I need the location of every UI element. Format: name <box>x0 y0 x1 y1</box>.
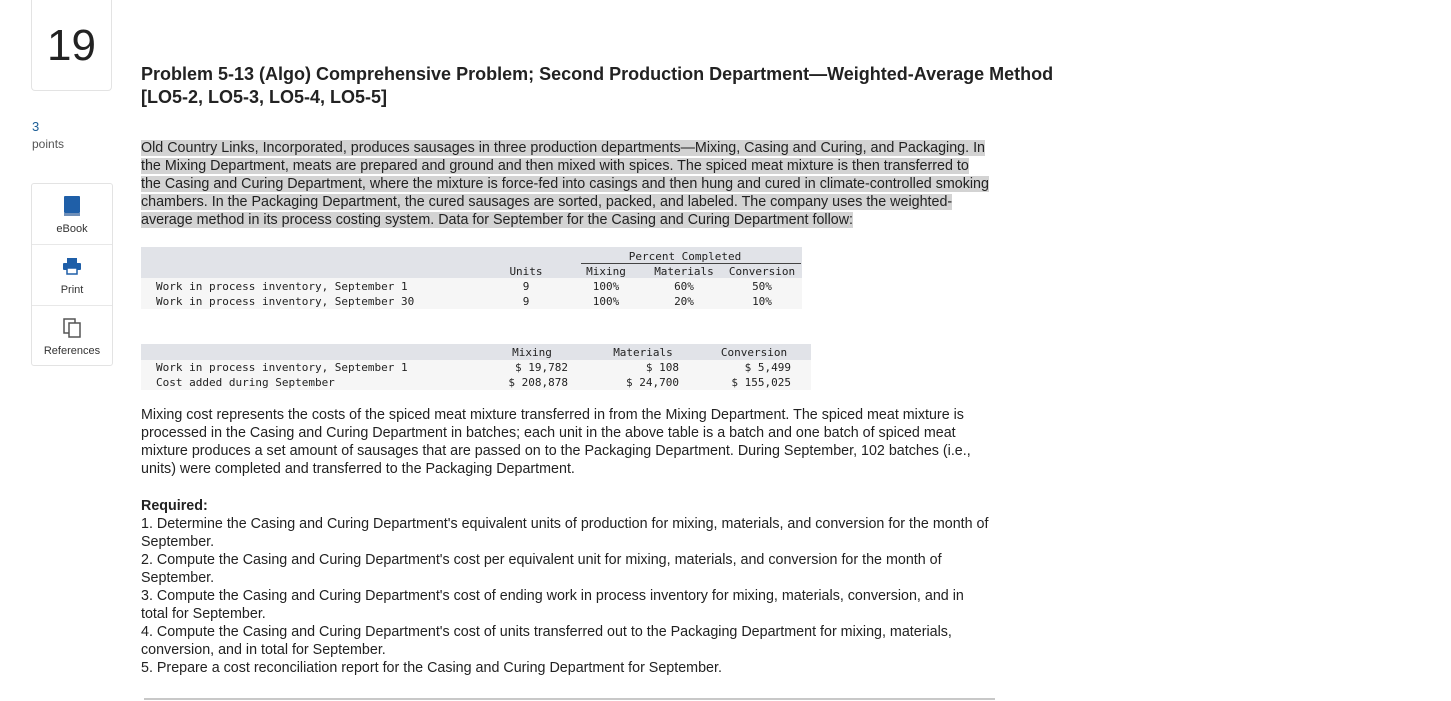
units-value: 9 <box>522 280 530 293</box>
row-label: Work in process inventory, September 30 <box>156 295 415 308</box>
materials-header: Materials <box>613 346 673 359</box>
required-section <box>141 497 1086 677</box>
conversion-header: Conversion <box>728 265 796 278</box>
references-icon <box>32 306 112 339</box>
conversion-cost: $ 5,499 <box>744 361 791 374</box>
intro-line: chambers. In the Packaging Department, the cured sausages are sorted, packed, and labeled. The company uses the weighted- <box>141 194 953 210</box>
section-divider <box>144 698 995 700</box>
units-value: 9 <box>522 295 530 308</box>
question-number-box <box>31 0 112 91</box>
intro-line: Old Country Links, Incorporated, produces sausages in three production departments—Mixing, Casing and Curing, and Packaging. In <box>141 140 985 156</box>
required-item: 5. Prepare a cost reconciliation report for the Casing and Curing Department for September. <box>141 660 722 676</box>
units-header: Units <box>509 265 543 278</box>
problem-title: Problem 5-13 (Algo) Comprehensive Problem; Second Production Department—Weighted-Average Method [LO5-2, LO5-3, LO5-4, LO5-5] <box>141 64 1054 107</box>
problem-description <box>141 406 1076 478</box>
book-icon <box>32 184 112 217</box>
materials-cost: $ 108 <box>645 361 679 374</box>
required-item: 1. Determine the Casing and Curing Department's equivalent units of production for mixing, materials, and conversion for the month of September. <box>141 516 989 550</box>
description-line: processed in the Casing and Curing Department in batches; each unit in the above table is a batch and one batch of spiced meat <box>141 425 956 441</box>
materials-header: Materials <box>654 265 714 278</box>
ebook-button[interactable] <box>32 184 112 245</box>
mixing-percent: 100% <box>592 280 620 293</box>
ebook-label: eBook <box>56 223 88 235</box>
row-label: Work in process inventory, September 1 <box>156 361 408 374</box>
print-button[interactable] <box>32 245 112 306</box>
units-completion-table <box>141 247 802 309</box>
description-line: mixture produces a set amount of sausages that are passed on to the Packaging Department. During September, 102 batches (i.e., <box>141 443 971 459</box>
references-button[interactable] <box>32 306 112 367</box>
row-label: Cost added during September <box>156 376 335 389</box>
print-label: Print <box>60 284 84 296</box>
mixing-header: Mixing <box>512 346 552 359</box>
points-label: points <box>32 137 65 151</box>
percent-completed-header: Percent Completed <box>628 250 742 263</box>
conversion-header: Conversion <box>720 346 788 359</box>
conversion-percent: 50% <box>752 280 772 293</box>
description-line: Mixing cost represents the costs of the spiced meat mixture transferred in from the Mixing Department. The spiced meat mixture is <box>141 407 964 423</box>
intro-line: the Mixing Department, meats are prepared and ground and then mixed with spices. The spiced meat mixture is then transferred to <box>141 158 969 174</box>
mixing-header: Mixing <box>586 265 626 278</box>
mixing-cost: $ 208,878 <box>508 376 568 389</box>
conversion-cost: $ 155,025 <box>731 376 791 389</box>
mixing-percent: 100% <box>592 295 620 308</box>
references-label: References <box>43 345 101 357</box>
problem-intro <box>141 139 1091 229</box>
printer-icon <box>32 245 112 278</box>
required-item: 4. Compute the Casing and Curing Department's cost of units transferred out to the Packaging Department for mixing, materials, conversion, and in total for September. <box>141 624 952 658</box>
required-item: 2. Compute the Casing and Curing Department's cost per equivalent unit for mixing, materials, and conversion for the month of September. <box>141 552 942 586</box>
intro-line: the Casing and Curing Department, where the mixture is force-fed into casings and then hung and cured in climate-controlled smoking <box>141 176 989 192</box>
row-label: Work in process inventory, September 1 <box>156 280 408 293</box>
description-line: units) were completed and transferred to the Packaging Department. <box>141 461 575 477</box>
intro-line: average method in its process costing system. Data for September for the Casing and Curing Department follow: <box>141 212 854 228</box>
question-tools <box>31 183 113 366</box>
materials-percent: 60% <box>674 280 694 293</box>
cost-data-table <box>141 344 811 390</box>
required-heading: Required: <box>141 498 208 514</box>
points-value: 3 <box>32 119 40 134</box>
question-number: 19 <box>47 21 96 70</box>
required-item: 3. Compute the Casing and Curing Department's cost of ending work in process inventory for mixing, materials, conversion, and in total for September. <box>141 588 964 622</box>
conversion-percent: 10% <box>752 295 772 308</box>
materials-cost: $ 24,700 <box>626 376 679 389</box>
materials-percent: 20% <box>674 295 694 308</box>
mixing-cost: $ 19,782 <box>515 361 568 374</box>
